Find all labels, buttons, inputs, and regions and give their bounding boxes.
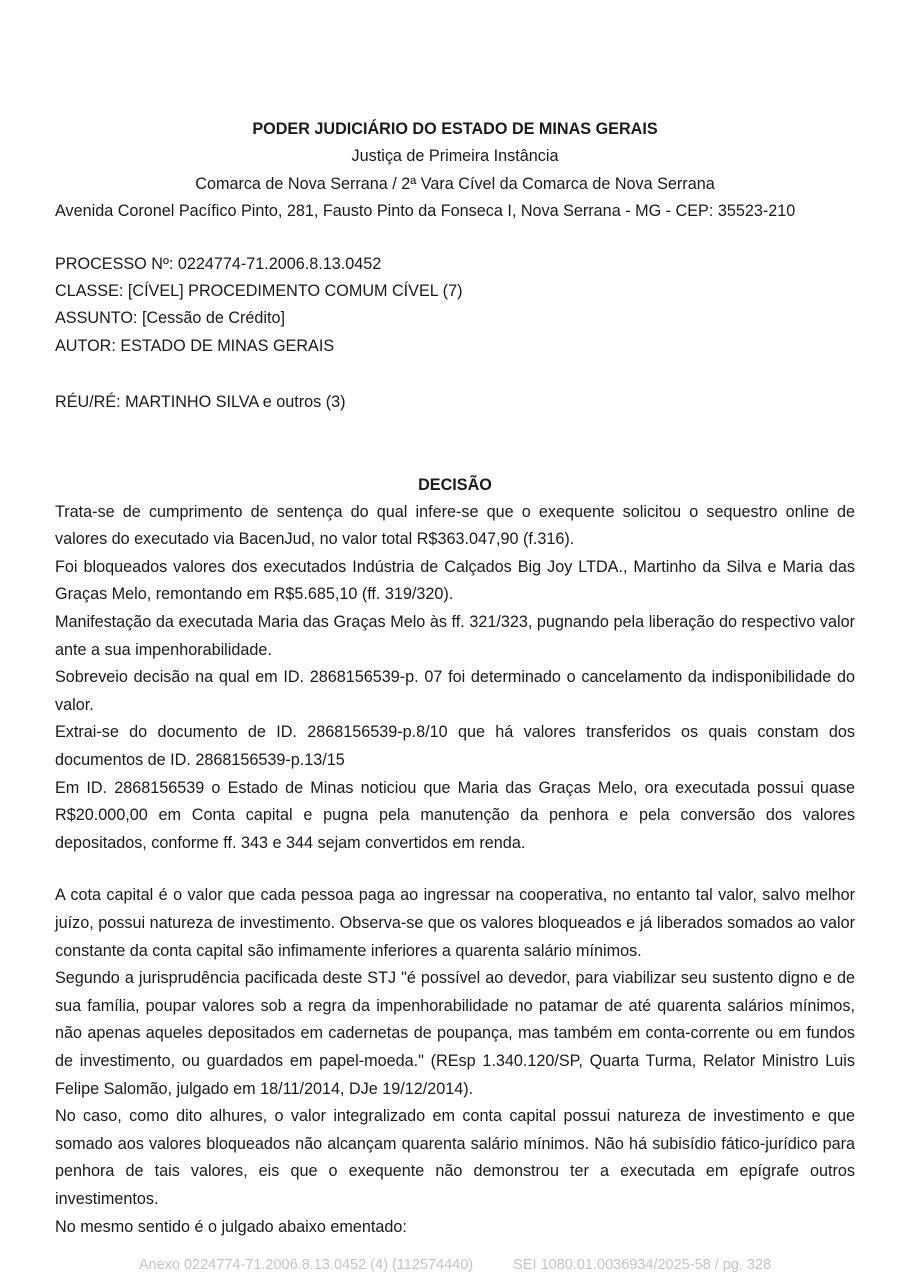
sei-reference: SEI 1080.01.0036934/2025-58 / pg. 328 [513,1257,772,1273]
autor-line: AUTOR: ESTADO DE MINAS GERAIS [55,336,335,355]
paragraph: Em ID. 2868156539 o Estado de Minas noticiou que Maria das Graças Melo, ora executada possui quase R$20.000,00 em Conta capital e pugna pela manutenção da penhora e pela conversão dos valores depositados, conforme ff. 343 e 344 sejam convertidos em renda. [55,778,855,852]
court-heading: PODER JUDICIÁRIO DO ESTADO DE MINAS GERAIS [252,120,658,138]
paragraph: No caso, como dito alhures, o valor integralizado em conta capital possui natureza de investimento e que somado aos valores bloqueados não alcançam quarenta salário mínimos. Não há subisídio fático-jurídico para penhora de tais valores, eis que o exequente não demonstrou ter a executada em epígrafe outros investimentos. [55,1107,855,1208]
decision-title: DECISÃO [418,475,492,494]
address-line: Avenida Coronel Pacífico Pinto, 281, Fausto Pinto da Fonseca I, Nova Serrana - MG - CEP: 35523-210 [55,202,796,221]
paragraph: Manifestação da executada Maria das Graças Melo às ff. 321/323, pugnando pela liberação do respectivo valor ante a sua impenhorabilidade. [55,613,855,659]
reu-line: RÉU/RÉ: MARTINHO SILVA e outros (3) [55,393,346,412]
paragraph: Trata-se de cumprimento de sentença do qual infere-se que o exequente solicitou o sequestro online de valores do executado via BacenJud, no valor total R$363.047,90 (f.316). [55,502,855,549]
instance-line: Justiça de Primeira Instância [351,147,559,166]
paragraph: Extrai-se do documento de ID. 2868156539-p.8/10 que há valores transferidos os quais constam dos documentos de ID. 2868156539-p.13/15 [55,723,855,769]
processo-number: PROCESSO Nº: 0224774-71.2006.8.13.0452 [55,254,382,273]
comarca-line: Comarca de Nova Serrana / 2ª Vara Cível da Comarca de Nova Serrana [195,174,715,193]
document-page [55,116,855,1241]
paragraph: A cota capital é o valor que cada pessoa paga ao ingressar na cooperativa, no entanto tal valor, salvo melhor juízo, possui natureza de investimento. Observa-se que os valores bloqueados e já liberados somados ao valor constante da conta capital são infimamente inferiores a quarenta salário mínimos. [55,886,855,960]
page-footer [0,1257,910,1273]
classe-line: CLASSE: [CÍVEL] PROCEDIMENTO COMUM CÍVEL (7) [55,282,463,301]
annex-reference: Anexo 0224774-71.2006.8.13.0452 (4) (112574440) [138,1257,474,1273]
paragraph: Foi bloqueados valores dos executados Indústria de Calçados Big Joy LTDA., Martinho da Silva e Maria das Graças Melo, remontando em R$5.685,10 (ff. 319/320). [55,557,855,604]
paragraph: Segundo a jurisprudência pacificada deste STJ "é possível ao devedor, para viabilizar seu sustento digno e de sua família, poupar valores sob a regra da impenhorabilidade no patamar de até quarenta salários mínimos, não apenas aqueles depositados em cadernetas de poupança, mas também em conta-corrente ou em fundos de investimento, ou guardados em papel-moeda." (REsp 1.340.120/SP, Quarta Turma, Relator Ministro Luis Felipe Salomão, julgado em 18/11/2014, DJe 19/12/2014). [55,969,855,1098]
assunto-line: ASSUNTO: [Cessão de Crédito] [55,309,286,328]
paragraph: No mesmo sentido é o julgado abaixo ementado: [55,1217,407,1236]
paragraph: Sobreveio decisão na qual em ID. 2868156539-p. 07 foi determinado o cancelamento da indisponibilidade do valor. [55,668,855,714]
